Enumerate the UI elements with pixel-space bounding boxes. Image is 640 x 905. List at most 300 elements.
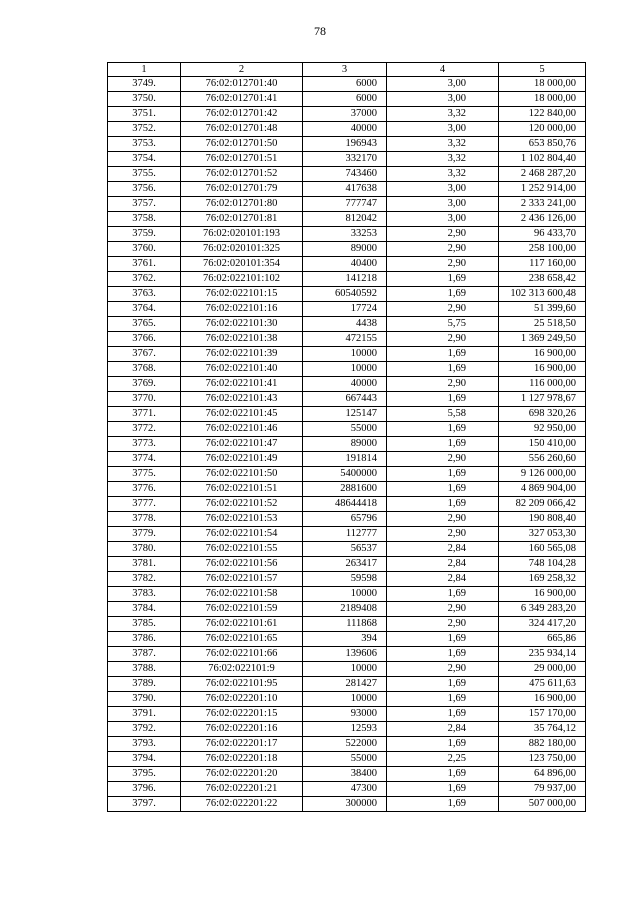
row-number: 3776. [108, 482, 181, 497]
amount-value: 35 764,12 [499, 722, 586, 737]
table-row [108, 152, 586, 167]
table-row [108, 587, 586, 602]
rate-value: 1,69 [387, 392, 499, 407]
row-number: 3760. [108, 242, 181, 257]
amount-value: 4 869 904,00 [499, 482, 586, 497]
amount-value: 92 950,00 [499, 422, 586, 437]
rate-value: 2,90 [387, 242, 499, 257]
row-number: 3750. [108, 92, 181, 107]
rate-value: 3,00 [387, 182, 499, 197]
cadastral-number: 76:02:012701:80 [181, 197, 303, 212]
amount-value: 665,86 [499, 632, 586, 647]
table-body [108, 77, 586, 812]
table-row [108, 737, 586, 752]
area-value: 196943 [303, 137, 387, 152]
cadastral-number: 76:02:012701:79 [181, 182, 303, 197]
cadastral-number: 76:02:020101:325 [181, 242, 303, 257]
rate-value: 1,69 [387, 347, 499, 362]
area-value: 111868 [303, 617, 387, 632]
cadastral-number: 76:02:022101:102 [181, 272, 303, 287]
row-number: 3769. [108, 377, 181, 392]
table-row [108, 287, 586, 302]
area-value: 667443 [303, 392, 387, 407]
table-row [108, 77, 586, 92]
cadastral-number: 76:02:022101:41 [181, 377, 303, 392]
row-number: 3759. [108, 227, 181, 242]
table-row [108, 362, 586, 377]
cadastral-number: 76:02:022101:58 [181, 587, 303, 602]
table-row [108, 662, 586, 677]
amount-value: 82 209 066,42 [499, 497, 586, 512]
amount-value: 2 436 126,00 [499, 212, 586, 227]
cadastral-number: 76:02:012701:42 [181, 107, 303, 122]
area-value: 6000 [303, 77, 387, 92]
amount-value: 120 000,00 [499, 122, 586, 137]
rate-value: 2,90 [387, 257, 499, 272]
table-row [108, 707, 586, 722]
area-value: 38400 [303, 767, 387, 782]
table-row [108, 212, 586, 227]
row-number: 3784. [108, 602, 181, 617]
row-number: 3770. [108, 392, 181, 407]
cadastral-number: 76:02:012701:50 [181, 137, 303, 152]
rate-value: 1,69 [387, 797, 499, 812]
rate-value: 2,90 [387, 227, 499, 242]
header-col-2: 2 [181, 63, 303, 77]
table-header-row [108, 63, 586, 77]
cadastral-number: 76:02:022101:65 [181, 632, 303, 647]
rate-value: 5,58 [387, 407, 499, 422]
table-row [108, 197, 586, 212]
row-number: 3767. [108, 347, 181, 362]
amount-value: 64 896,00 [499, 767, 586, 782]
rate-value: 1,69 [387, 422, 499, 437]
table-row [108, 527, 586, 542]
amount-value: 123 750,00 [499, 752, 586, 767]
row-number: 3753. [108, 137, 181, 152]
cadastral-number: 76:02:022201:22 [181, 797, 303, 812]
rate-value: 2,90 [387, 527, 499, 542]
amount-value: 16 900,00 [499, 692, 586, 707]
amount-value: 1 369 249,50 [499, 332, 586, 347]
table-row [108, 377, 586, 392]
row-number: 3779. [108, 527, 181, 542]
row-number: 3752. [108, 122, 181, 137]
table-row [108, 92, 586, 107]
page-number: 78 [314, 24, 326, 38]
table-row [108, 782, 586, 797]
table-row [108, 467, 586, 482]
rate-value: 1,69 [387, 362, 499, 377]
table-row [108, 317, 586, 332]
amount-value: 51 399,60 [499, 302, 586, 317]
header-col-1: 1 [108, 63, 181, 77]
table-row [108, 512, 586, 527]
row-number: 3771. [108, 407, 181, 422]
row-number: 3783. [108, 587, 181, 602]
area-value: 55000 [303, 752, 387, 767]
area-value: 93000 [303, 707, 387, 722]
area-value: 191814 [303, 452, 387, 467]
amount-value: 117 160,00 [499, 257, 586, 272]
rate-value: 3,32 [387, 137, 499, 152]
amount-value: 18 000,00 [499, 92, 586, 107]
row-number: 3764. [108, 302, 181, 317]
area-value: 48644418 [303, 497, 387, 512]
table-row [108, 272, 586, 287]
area-value: 812042 [303, 212, 387, 227]
amount-value: 2 468 287,20 [499, 167, 586, 182]
area-value: 59598 [303, 572, 387, 587]
table-row [108, 572, 586, 587]
area-value: 40000 [303, 377, 387, 392]
row-number: 3756. [108, 182, 181, 197]
row-number: 3778. [108, 512, 181, 527]
rate-value: 2,90 [387, 617, 499, 632]
area-value: 89000 [303, 437, 387, 452]
area-value: 472155 [303, 332, 387, 347]
area-value: 139606 [303, 647, 387, 662]
cadastral-number: 76:02:022101:61 [181, 617, 303, 632]
row-number: 3785. [108, 617, 181, 632]
area-value: 5400000 [303, 467, 387, 482]
rate-value: 3,00 [387, 197, 499, 212]
amount-value: 1 252 914,00 [499, 182, 586, 197]
row-number: 3775. [108, 467, 181, 482]
amount-value: 882 180,00 [499, 737, 586, 752]
amount-value: 18 000,00 [499, 77, 586, 92]
table-row [108, 482, 586, 497]
rate-value: 1,69 [387, 287, 499, 302]
table-row [108, 302, 586, 317]
cadastral-number: 76:02:022201:16 [181, 722, 303, 737]
table-row [108, 167, 586, 182]
table-row [108, 407, 586, 422]
table-row [108, 632, 586, 647]
table-row [108, 647, 586, 662]
area-value: 89000 [303, 242, 387, 257]
cadastral-number: 76:02:022101:52 [181, 497, 303, 512]
amount-value: 698 320,26 [499, 407, 586, 422]
row-number: 3773. [108, 437, 181, 452]
row-number: 3757. [108, 197, 181, 212]
row-number: 3763. [108, 287, 181, 302]
row-number: 3792. [108, 722, 181, 737]
rate-value: 3,00 [387, 212, 499, 227]
area-value: 281427 [303, 677, 387, 692]
cadastral-number: 76:02:022101:56 [181, 557, 303, 572]
amount-value: 9 126 000,00 [499, 467, 586, 482]
cadastral-number: 76:02:020101:354 [181, 257, 303, 272]
area-value: 263417 [303, 557, 387, 572]
rate-value: 3,32 [387, 152, 499, 167]
row-number: 3766. [108, 332, 181, 347]
area-value: 2189408 [303, 602, 387, 617]
area-value: 743460 [303, 167, 387, 182]
amount-value: 96 433,70 [499, 227, 586, 242]
area-value: 40400 [303, 257, 387, 272]
area-value: 12593 [303, 722, 387, 737]
rate-value: 1,69 [387, 272, 499, 287]
rate-value: 2,90 [387, 452, 499, 467]
cadastral-number: 76:02:022201:18 [181, 752, 303, 767]
area-value: 300000 [303, 797, 387, 812]
rate-value: 1,69 [387, 767, 499, 782]
cadastral-number: 76:02:022101:9 [181, 662, 303, 677]
amount-value: 16 900,00 [499, 587, 586, 602]
cadastral-number: 76:02:022101:54 [181, 527, 303, 542]
area-value: 522000 [303, 737, 387, 752]
amount-value: 190 808,40 [499, 512, 586, 527]
row-number: 3782. [108, 572, 181, 587]
data-table [107, 62, 586, 812]
area-value: 33253 [303, 227, 387, 242]
row-number: 3794. [108, 752, 181, 767]
cadastral-number: 76:02:012701:51 [181, 152, 303, 167]
rate-value: 2,90 [387, 332, 499, 347]
table-row [108, 677, 586, 692]
rate-value: 1,69 [387, 692, 499, 707]
amount-value: 122 840,00 [499, 107, 586, 122]
rate-value: 3,00 [387, 92, 499, 107]
table-row [108, 557, 586, 572]
table-row [108, 332, 586, 347]
row-number: 3755. [108, 167, 181, 182]
table-row [108, 767, 586, 782]
row-number: 3790. [108, 692, 181, 707]
cadastral-number: 76:02:022201:20 [181, 767, 303, 782]
row-number: 3777. [108, 497, 181, 512]
rate-value: 1,69 [387, 632, 499, 647]
area-value: 10000 [303, 587, 387, 602]
rate-value: 3,00 [387, 77, 499, 92]
cadastral-number: 76:02:020101:193 [181, 227, 303, 242]
rate-value: 1,69 [387, 482, 499, 497]
rate-value: 1,69 [387, 467, 499, 482]
amount-value: 25 518,50 [499, 317, 586, 332]
cadastral-number: 76:02:022101:95 [181, 677, 303, 692]
row-number: 3795. [108, 767, 181, 782]
area-value: 37000 [303, 107, 387, 122]
area-value: 60540592 [303, 287, 387, 302]
row-number: 3758. [108, 212, 181, 227]
area-value: 10000 [303, 362, 387, 377]
cadastral-number: 76:02:022101:57 [181, 572, 303, 587]
table-row [108, 107, 586, 122]
rate-value: 2,84 [387, 722, 499, 737]
rate-value: 5,75 [387, 317, 499, 332]
cadastral-number: 76:02:022101:49 [181, 452, 303, 467]
rate-value: 3,32 [387, 167, 499, 182]
area-value: 112777 [303, 527, 387, 542]
amount-value: 507 000,00 [499, 797, 586, 812]
area-value: 125147 [303, 407, 387, 422]
amount-value: 16 900,00 [499, 362, 586, 377]
amount-value: 16 900,00 [499, 347, 586, 362]
cadastral-number: 76:02:022101:55 [181, 542, 303, 557]
table-row [108, 617, 586, 632]
rate-value: 2,90 [387, 512, 499, 527]
rate-value: 2,90 [387, 377, 499, 392]
cadastral-number: 76:02:022101:46 [181, 422, 303, 437]
table-row [108, 347, 586, 362]
table-row [108, 392, 586, 407]
row-number: 3788. [108, 662, 181, 677]
cadastral-number: 76:02:022201:17 [181, 737, 303, 752]
area-value: 56537 [303, 542, 387, 557]
cadastral-number: 76:02:022101:51 [181, 482, 303, 497]
amount-value: 1 127 978,67 [499, 392, 586, 407]
amount-value: 324 417,20 [499, 617, 586, 632]
table-row [108, 422, 586, 437]
area-value: 394 [303, 632, 387, 647]
row-number: 3765. [108, 317, 181, 332]
row-number: 3781. [108, 557, 181, 572]
cadastral-number: 76:02:022101:15 [181, 287, 303, 302]
cadastral-number: 76:02:022201:10 [181, 692, 303, 707]
table-row [108, 122, 586, 137]
amount-value: 653 850,76 [499, 137, 586, 152]
area-value: 10000 [303, 692, 387, 707]
amount-value: 102 313 600,48 [499, 287, 586, 302]
cadastral-number: 76:02:022101:47 [181, 437, 303, 452]
table-row [108, 182, 586, 197]
table-row [108, 692, 586, 707]
rate-value: 2,84 [387, 572, 499, 587]
amount-value: 157 170,00 [499, 707, 586, 722]
rate-value: 2,84 [387, 542, 499, 557]
row-number: 3772. [108, 422, 181, 437]
rate-value: 1,69 [387, 782, 499, 797]
amount-value: 748 104,28 [499, 557, 586, 572]
rate-value: 1,69 [387, 587, 499, 602]
row-number: 3761. [108, 257, 181, 272]
row-number: 3791. [108, 707, 181, 722]
table-row [108, 797, 586, 812]
cadastral-number: 76:02:012701:40 [181, 77, 303, 92]
cadastral-number: 76:02:022101:39 [181, 347, 303, 362]
header-col-3: 3 [303, 63, 387, 77]
area-value: 10000 [303, 662, 387, 677]
row-number: 3780. [108, 542, 181, 557]
table-row [108, 257, 586, 272]
row-number: 3796. [108, 782, 181, 797]
cadastral-number: 76:02:022101:66 [181, 647, 303, 662]
rate-value: 2,25 [387, 752, 499, 767]
cadastral-number: 76:02:022101:30 [181, 317, 303, 332]
area-value: 4438 [303, 317, 387, 332]
table-row [108, 437, 586, 452]
rate-value: 1,69 [387, 737, 499, 752]
amount-value: 29 000,00 [499, 662, 586, 677]
table-row [108, 542, 586, 557]
amount-value: 6 349 283,20 [499, 602, 586, 617]
rate-value: 3,00 [387, 122, 499, 137]
table-row [108, 452, 586, 467]
area-value: 141218 [303, 272, 387, 287]
area-value: 332170 [303, 152, 387, 167]
amount-value: 235 934,14 [499, 647, 586, 662]
cadastral-number: 76:02:022101:59 [181, 602, 303, 617]
row-number: 3749. [108, 77, 181, 92]
table-row [108, 242, 586, 257]
rate-value: 1,69 [387, 647, 499, 662]
cadastral-number: 76:02:012701:41 [181, 92, 303, 107]
row-number: 3793. [108, 737, 181, 752]
amount-value: 475 611,63 [499, 677, 586, 692]
table-row [108, 722, 586, 737]
cadastral-number: 76:02:012701:81 [181, 212, 303, 227]
amount-value: 79 937,00 [499, 782, 586, 797]
rate-value: 1,69 [387, 707, 499, 722]
cadastral-number: 76:02:022101:45 [181, 407, 303, 422]
cadastral-number: 76:02:022101:38 [181, 332, 303, 347]
area-value: 17724 [303, 302, 387, 317]
rate-value: 2,90 [387, 602, 499, 617]
amount-value: 160 565,08 [499, 542, 586, 557]
amount-value: 116 000,00 [499, 377, 586, 392]
cadastral-number: 76:02:022101:16 [181, 302, 303, 317]
table-row [108, 227, 586, 242]
amount-value: 1 102 804,40 [499, 152, 586, 167]
cadastral-number: 76:02:022201:15 [181, 707, 303, 722]
amount-value: 2 333 241,00 [499, 197, 586, 212]
header-col-5: 5 [499, 63, 586, 77]
row-number: 3762. [108, 272, 181, 287]
area-value: 65796 [303, 512, 387, 527]
cadastral-number: 76:02:022101:53 [181, 512, 303, 527]
area-value: 417638 [303, 182, 387, 197]
cadastral-number: 76:02:022101:50 [181, 467, 303, 482]
cadastral-number: 76:02:012701:52 [181, 167, 303, 182]
rate-value: 1,69 [387, 497, 499, 512]
row-number: 3787. [108, 647, 181, 662]
amount-value: 238 658,42 [499, 272, 586, 287]
amount-value: 169 258,32 [499, 572, 586, 587]
cadastral-number: 76:02:022101:43 [181, 392, 303, 407]
table-row [108, 602, 586, 617]
cadastral-number: 76:02:022201:21 [181, 782, 303, 797]
row-number: 3751. [108, 107, 181, 122]
row-number: 3768. [108, 362, 181, 377]
row-number: 3789. [108, 677, 181, 692]
rate-value: 2,84 [387, 557, 499, 572]
rate-value: 3,32 [387, 107, 499, 122]
cadastral-number: 76:02:012701:48 [181, 122, 303, 137]
area-value: 2881600 [303, 482, 387, 497]
rate-value: 1,69 [387, 677, 499, 692]
row-number: 3774. [108, 452, 181, 467]
amount-value: 327 053,30 [499, 527, 586, 542]
area-value: 55000 [303, 422, 387, 437]
area-value: 10000 [303, 347, 387, 362]
rate-value: 2,90 [387, 662, 499, 677]
area-value: 40000 [303, 122, 387, 137]
amount-value: 258 100,00 [499, 242, 586, 257]
area-value: 6000 [303, 92, 387, 107]
amount-value: 556 260,60 [499, 452, 586, 467]
area-value: 47300 [303, 782, 387, 797]
rate-value: 2,90 [387, 302, 499, 317]
row-number: 3786. [108, 632, 181, 647]
table-row [108, 497, 586, 512]
area-value: 777747 [303, 197, 387, 212]
table-row [108, 752, 586, 767]
amount-value: 150 410,00 [499, 437, 586, 452]
table-row [108, 137, 586, 152]
rate-value: 1,69 [387, 437, 499, 452]
cadastral-number: 76:02:022101:40 [181, 362, 303, 377]
